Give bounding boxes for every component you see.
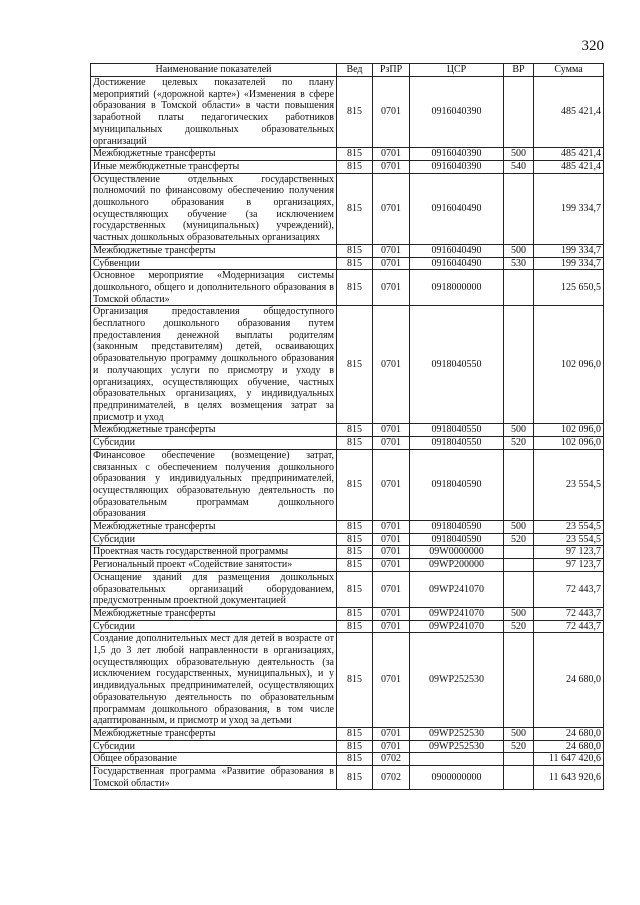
- cell-vr: [504, 571, 534, 607]
- cell-ved: 815: [337, 571, 373, 607]
- cell-rzpr: 0701: [373, 306, 410, 424]
- cell-ved: 815: [337, 766, 373, 790]
- cell-ved: 815: [337, 559, 373, 572]
- header-ved: Вед: [337, 64, 373, 77]
- cell-csr: [410, 753, 504, 766]
- cell-rzpr: 0701: [373, 424, 410, 437]
- cell-name: Межбюджетные трансферты: [91, 148, 337, 161]
- table-row: [91, 148, 604, 161]
- cell-name: Межбюджетные трансферты: [91, 727, 337, 740]
- cell-rzpr: 0701: [373, 160, 410, 173]
- cell-vr: 500: [504, 424, 534, 437]
- cell-csr: 0916040390: [410, 77, 504, 148]
- cell-rzpr: 0701: [373, 449, 410, 520]
- cell-csr: 09W0000000: [410, 546, 504, 559]
- cell-ved: 815: [337, 753, 373, 766]
- cell-vr: [504, 306, 534, 424]
- table-row: [91, 620, 604, 633]
- cell-csr: 0918040590: [410, 521, 504, 534]
- cell-rzpr: 0701: [373, 571, 410, 607]
- cell-rzpr: 0701: [373, 633, 410, 728]
- cell-csr: 0918040590: [410, 449, 504, 520]
- cell-name: Осуществление отдельных государственных полномочий по финансовому обеспечению получения дошкольного образования в организациях, осуществляющих обучение (за исключением государственных (муниципальных) учреждений), частных дошкольных образовательных организациях: [91, 173, 337, 244]
- cell-sum: 102 096,0: [534, 306, 604, 424]
- cell-sum: 199 334,7: [534, 244, 604, 257]
- cell-csr: 0916040490: [410, 173, 504, 244]
- cell-name: Финансовое обеспечение (возмещение) затрат, связанных с обеспечением получения дошкольного образования у индивидуальных предпринимателей, осуществляющих образовательную деятельность по образовательным программам дошкольного образования: [91, 449, 337, 520]
- cell-ved: 815: [337, 270, 373, 306]
- cell-rzpr: 0701: [373, 533, 410, 546]
- cell-sum: 102 096,0: [534, 437, 604, 450]
- cell-sum: 24 680,0: [534, 633, 604, 728]
- cell-ved: 815: [337, 620, 373, 633]
- cell-vr: [504, 173, 534, 244]
- cell-sum: 23 554,5: [534, 521, 604, 534]
- cell-ved: 815: [337, 424, 373, 437]
- cell-vr: [504, 270, 534, 306]
- cell-csr: 09WP241070: [410, 620, 504, 633]
- cell-rzpr: 0701: [373, 740, 410, 753]
- cell-ved: 815: [337, 257, 373, 270]
- cell-sum: 72 443,7: [534, 571, 604, 607]
- cell-rzpr: 0701: [373, 257, 410, 270]
- cell-name: Основное мероприятие «Модернизация системы дошкольного, общего и дополнительного образования в Томской области»: [91, 270, 337, 306]
- table-row: [91, 77, 604, 148]
- cell-ved: 815: [337, 533, 373, 546]
- cell-name: Субсидии: [91, 533, 337, 546]
- header-vr: ВР: [504, 64, 534, 77]
- table-row: [91, 607, 604, 620]
- cell-name: Региональный проект «Содействие занятости»: [91, 559, 337, 572]
- table-row: [91, 521, 604, 534]
- page-number: 320: [581, 38, 604, 54]
- cell-vr: 500: [504, 727, 534, 740]
- table-row: [91, 740, 604, 753]
- cell-ved: 815: [337, 740, 373, 753]
- header-csr: ЦСР: [410, 64, 504, 77]
- cell-sum: 199 334,7: [534, 173, 604, 244]
- cell-rzpr: 0701: [373, 620, 410, 633]
- cell-sum: 72 443,7: [534, 607, 604, 620]
- cell-rzpr: 0702: [373, 753, 410, 766]
- cell-csr: 0916040490: [410, 244, 504, 257]
- table-row: [91, 546, 604, 559]
- cell-rzpr: 0701: [373, 148, 410, 161]
- table-row: [91, 257, 604, 270]
- cell-csr: 09WP241070: [410, 571, 504, 607]
- cell-sum: 23 554,5: [534, 449, 604, 520]
- cell-sum: 97 123,7: [534, 546, 604, 559]
- cell-rzpr: 0701: [373, 270, 410, 306]
- cell-name: Субсидии: [91, 740, 337, 753]
- table-row: [91, 533, 604, 546]
- cell-name: Межбюджетные трансферты: [91, 244, 337, 257]
- cell-vr: 500: [504, 521, 534, 534]
- cell-sum: 97 123,7: [534, 559, 604, 572]
- cell-rzpr: 0701: [373, 607, 410, 620]
- cell-rzpr: 0701: [373, 173, 410, 244]
- cell-rzpr: 0701: [373, 77, 410, 148]
- table-row: [91, 173, 604, 244]
- table-row: [91, 244, 604, 257]
- cell-ved: 815: [337, 546, 373, 559]
- cell-sum: 199 334,7: [534, 257, 604, 270]
- cell-ved: 815: [337, 173, 373, 244]
- cell-vr: [504, 633, 534, 728]
- cell-sum: 11 643 920,6: [534, 766, 604, 790]
- cell-vr: [504, 766, 534, 790]
- cell-name: Оснащение зданий для размещения дошкольных образовательных организаций оборудованием, предусмотренным проектной документацией: [91, 571, 337, 607]
- cell-sum: 485 421,4: [534, 77, 604, 148]
- cell-rzpr: 0701: [373, 727, 410, 740]
- cell-ved: 815: [337, 437, 373, 450]
- cell-sum: 24 680,0: [534, 727, 604, 740]
- cell-csr: 0918040550: [410, 306, 504, 424]
- cell-vr: [504, 77, 534, 148]
- cell-ved: 815: [337, 727, 373, 740]
- cell-ved: 815: [337, 607, 373, 620]
- cell-vr: [504, 559, 534, 572]
- cell-ved: 815: [337, 244, 373, 257]
- cell-sum: 72 443,7: [534, 620, 604, 633]
- cell-name: Создание дополнительных мест для детей в возрасте от 1,5 до 3 лет любой направленности в организациях, осуществляющих образовательную деятельность (за исключением государственных, муниципальных), и у индивидуальных предпринимателей, осуществляющих образовательную деятельность по образовательным программам дошкольного образования, в том числе адаптированным, и присмотр и уход за детьми: [91, 633, 337, 728]
- cell-csr: 0916040390: [410, 160, 504, 173]
- cell-ved: 815: [337, 633, 373, 728]
- header-sum: Сумма: [534, 64, 604, 77]
- cell-vr: 520: [504, 740, 534, 753]
- table-row: [91, 753, 604, 766]
- cell-sum: 24 680,0: [534, 740, 604, 753]
- cell-name: Организация предоставления общедоступного бесплатного дошкольного образования путем предоставления денежной выплаты родителям (законным представителям) детей, осваивающих образовательную программу дошкольного образования и получающих услуги по присмотру и уходу в организациях, осуществляющих обучение, частных образовательных организациях, у индивидуальных предпринимателей, в целях возмещения затрат за присмотр и уход: [91, 306, 337, 424]
- table-row: [91, 449, 604, 520]
- table-body: [91, 77, 604, 790]
- cell-vr: 500: [504, 148, 534, 161]
- cell-sum: 11 647 420,6: [534, 753, 604, 766]
- table-row: [91, 571, 604, 607]
- cell-rzpr: 0702: [373, 766, 410, 790]
- cell-name: Субсидии: [91, 437, 337, 450]
- cell-name: Государственная программа «Развитие образования в Томской области»: [91, 766, 337, 790]
- cell-csr: 0918040550: [410, 424, 504, 437]
- table-row: [91, 160, 604, 173]
- table-row: [91, 270, 604, 306]
- cell-csr: 09WP252530: [410, 740, 504, 753]
- cell-csr: 0916040390: [410, 148, 504, 161]
- cell-name: Достижение целевых показателей по плану мероприятий («дорожной карте») «Изменения в сфере образования в Томской области» в части повышения заработной платы педагогических работников муниципальных дошкольных образовательных организаций: [91, 77, 337, 148]
- cell-csr: 09WP252530: [410, 633, 504, 728]
- cell-csr: 0900000000: [410, 766, 504, 790]
- table-row: [91, 766, 604, 790]
- cell-csr: 0918040590: [410, 533, 504, 546]
- cell-vr: 530: [504, 257, 534, 270]
- cell-csr: 0918040550: [410, 437, 504, 450]
- cell-vr: 540: [504, 160, 534, 173]
- cell-ved: 815: [337, 148, 373, 161]
- cell-name: Межбюджетные трансферты: [91, 521, 337, 534]
- table-row: [91, 633, 604, 728]
- cell-name: Субвенции: [91, 257, 337, 270]
- cell-sum: 485 421,4: [534, 160, 604, 173]
- table-header-row: [91, 64, 604, 77]
- cell-ved: 815: [337, 449, 373, 520]
- cell-name: Общее образование: [91, 753, 337, 766]
- cell-rzpr: 0701: [373, 546, 410, 559]
- header-name: Наименование показателей: [91, 64, 337, 77]
- cell-csr: 0916040490: [410, 257, 504, 270]
- cell-csr: 0918000000: [410, 270, 504, 306]
- cell-vr: 520: [504, 620, 534, 633]
- cell-vr: [504, 449, 534, 520]
- cell-csr: 09WP252530: [410, 727, 504, 740]
- table-row: [91, 306, 604, 424]
- cell-vr: 520: [504, 437, 534, 450]
- cell-ved: 815: [337, 306, 373, 424]
- table-row: [91, 559, 604, 572]
- cell-vr: 500: [504, 607, 534, 620]
- table-row: [91, 437, 604, 450]
- cell-name: Межбюджетные трансферты: [91, 424, 337, 437]
- cell-rzpr: 0701: [373, 437, 410, 450]
- cell-csr: 09WP241070: [410, 607, 504, 620]
- cell-name: Проектная часть государственной программы: [91, 546, 337, 559]
- cell-vr: 520: [504, 533, 534, 546]
- table-row: [91, 727, 604, 740]
- cell-vr: [504, 753, 534, 766]
- cell-sum: 23 554,5: [534, 533, 604, 546]
- cell-name: Иные межбюджетные трансферты: [91, 160, 337, 173]
- cell-vr: 500: [504, 244, 534, 257]
- cell-csr: 09WP200000: [410, 559, 504, 572]
- cell-name: Субсидии: [91, 620, 337, 633]
- cell-sum: 102 096,0: [534, 424, 604, 437]
- cell-sum: 125 650,5: [534, 270, 604, 306]
- cell-ved: 815: [337, 160, 373, 173]
- header-rzpr: РзПР: [373, 64, 410, 77]
- cell-ved: 815: [337, 521, 373, 534]
- table-row: [91, 424, 604, 437]
- cell-sum: 485 421,4: [534, 148, 604, 161]
- cell-rzpr: 0701: [373, 559, 410, 572]
- cell-rzpr: 0701: [373, 521, 410, 534]
- cell-vr: [504, 546, 534, 559]
- budget-table: [90, 63, 604, 790]
- cell-ved: 815: [337, 77, 373, 148]
- cell-name: Межбюджетные трансферты: [91, 607, 337, 620]
- cell-rzpr: 0701: [373, 244, 410, 257]
